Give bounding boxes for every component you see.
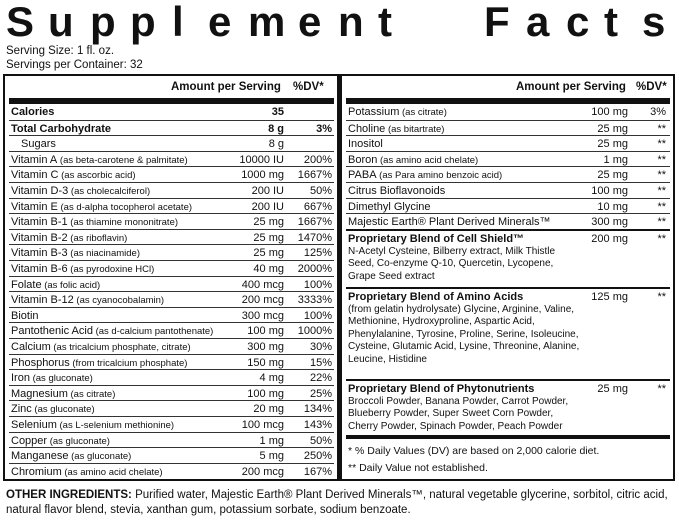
- nutrient-note: (as tricalcium phosphate, citrate): [50, 342, 191, 353]
- nutrient-note: (as Para amino benzoic acid): [376, 170, 503, 182]
- amount-value: 100 mg: [591, 185, 628, 197]
- title-letter: l: [172, 0, 184, 45]
- nutrient-row: [9, 260, 334, 277]
- dv-value: 2000%: [297, 263, 332, 275]
- nutrient-name: Vitamin B-2 (as riboflavin): [11, 231, 128, 244]
- dv-value: 1667%: [297, 169, 332, 182]
- dv-value: 100%: [303, 278, 332, 291]
- nutrient-name: Citrus Bioflavonoids: [348, 185, 446, 197]
- amount-value: 200 mg: [591, 232, 628, 245]
- nutrient-note: (as bitartrate): [385, 123, 445, 135]
- nutrient-row: [9, 385, 334, 402]
- column-divider: [337, 76, 342, 479]
- dv-header: %DV*: [636, 81, 667, 93]
- title-letter: u: [48, 0, 74, 45]
- dv-value: 250%: [303, 450, 332, 463]
- dv-value: 30%: [309, 341, 332, 353]
- dv-value: 3%: [650, 106, 666, 118]
- amount-value: 300 mg: [247, 341, 284, 353]
- title-letter: F: [484, 0, 510, 45]
- title-letter: S: [6, 0, 35, 45]
- nutrient-name: PABA (as Para amino benzoic acid): [348, 169, 503, 182]
- other-ingredients-label: OTHER INGREDIENTS:: [6, 489, 132, 501]
- amount-value: 300 mcg: [241, 309, 284, 322]
- amount-value: 25 mg: [597, 382, 628, 395]
- dv-value: 100%: [303, 309, 332, 322]
- nutrient-row: [346, 166, 670, 183]
- nutrient-name: Iron (as gluconate): [11, 372, 93, 385]
- amount-value: 25 mg: [597, 169, 628, 182]
- nutrient-note: (as amino acid chelate): [377, 154, 479, 166]
- amount-value: 200 mcg: [241, 465, 284, 478]
- nutrient-row: [9, 354, 334, 371]
- nutrient-name: Proprietary Blend of Amino Acids: [348, 290, 524, 303]
- nutrient-name: Vitamin E (as d-alpha tocopherol acetate): [11, 200, 193, 213]
- dv-value: **: [657, 169, 666, 182]
- dv-value: **: [657, 216, 666, 229]
- nutrient-row: [9, 338, 334, 355]
- nutrient-row: [346, 120, 670, 137]
- nutrient-name: Majestic Earth® Plant Derived Minerals™: [348, 216, 551, 229]
- nutrient-name: Vitamin B-6 (as pyrodoxine HCl): [11, 263, 155, 275]
- nutrient-name: Biotin: [11, 309, 39, 322]
- blend-row: [346, 379, 670, 437]
- nutrient-row: [9, 369, 334, 386]
- nutrient-row: [346, 151, 670, 168]
- amount-value: 150 mg: [247, 356, 284, 369]
- blend-ingredients: (from gelatin hydrolysate) Glycine, Arginine, Valine, Methionine, Hydroxyproline, Aspartic Acid, Phenylalanine, Tyrosine, Proline, Serine, Isoleucine, Cysteine, Glutamic Acid, Lysine, Threonine, Alanine, Leucine, Histidine: [348, 303, 580, 365]
- nutrient-row: [9, 416, 334, 433]
- dv-value: **: [657, 153, 666, 166]
- amount-value: 8 g: [268, 122, 284, 135]
- title-letter: e: [208, 0, 232, 45]
- dv-value: 1667%: [297, 216, 332, 229]
- dv-value: 1470%: [297, 231, 332, 244]
- nutrient-row: [346, 104, 670, 120]
- nutrient-name: Vitamin B-1 (as thiamine mononitrate): [11, 216, 179, 229]
- blend-ingredients: Broccoli Powder, Banana Powder, Carrot Powder, Blueberry Powder, Super Sweet Corn Powder, Cherry Powder, Spinach Powder, Peach Powder: [348, 395, 569, 432]
- title-letter: e: [298, 0, 322, 45]
- nutrient-note: (as riboflavin): [67, 232, 128, 244]
- nutrient-note: (as amino acid chelate): [61, 466, 163, 478]
- amount-value: 40 mg: [253, 263, 284, 275]
- amount-value: 300 mg: [591, 216, 628, 229]
- nutrient-name: Calories: [11, 106, 55, 118]
- title-letter: t: [378, 0, 392, 45]
- amount-value: 200 IU: [251, 185, 284, 197]
- amount-header: Amount per Serving: [171, 81, 281, 93]
- nutrient-name: Calcium (as tricalcium phosphate, citrate): [11, 341, 191, 353]
- nutrient-note: (as cyanocobalamin): [73, 295, 165, 307]
- nutrient-row: [9, 166, 334, 183]
- nutrient-note: (as gluconate): [68, 451, 132, 463]
- nutrient-row: [346, 182, 670, 199]
- nutrient-row: [346, 198, 670, 215]
- blend-row: [346, 287, 670, 381]
- dv-value: **: [657, 200, 666, 213]
- dv-value: **: [657, 185, 666, 197]
- nutrient-row: [9, 244, 334, 261]
- nutrient-name: Copper (as gluconate): [11, 434, 110, 447]
- nutrient-note: (as folic acid): [41, 279, 101, 291]
- nutrient-row: [9, 276, 334, 293]
- left-column: [9, 76, 334, 479]
- left-header: [9, 76, 334, 98]
- nutrient-name: Proprietary Blend of Phytonutrients: [348, 382, 535, 395]
- nutrient-name: Potassium (as citrate): [348, 106, 447, 118]
- servings-per-container: Servings per Container: 32: [6, 59, 143, 71]
- nutrient-row: [9, 229, 334, 246]
- supplement-facts-panel: [3, 74, 675, 481]
- amount-value: 200 mcg: [241, 294, 284, 307]
- footnote: * % Daily Values (DV) are based on 2,000 calorie diet.: [348, 444, 600, 457]
- blend-row: [346, 229, 670, 289]
- nutrient-note: (as citrate): [67, 388, 116, 400]
- amount-value: 100 mcg: [241, 419, 284, 431]
- dv-value: 125%: [303, 247, 332, 260]
- nutrient-name: Folate (as folic acid): [11, 278, 101, 291]
- amount-value: 4 mg: [259, 372, 284, 385]
- nutrient-note: (as beta-carotene & palmitate): [57, 154, 188, 166]
- title-letter: p: [130, 0, 156, 45]
- nutrient-row: [346, 135, 670, 152]
- amount-value: 25 mg: [253, 247, 284, 260]
- nutrient-row: [9, 151, 334, 168]
- nutrient-note: (as d-calcium pantothenate): [92, 326, 214, 338]
- thick-rule: [346, 435, 670, 439]
- nutrient-note: (as d-alpha tocopherol acetate): [57, 201, 193, 213]
- nutrient-row: [9, 182, 334, 199]
- amount-value: 35: [271, 106, 284, 118]
- dv-value: 3%: [316, 122, 332, 135]
- amount-value: 5 mg: [259, 450, 284, 463]
- nutrient-name: Proprietary Blend of Cell Shield™: [348, 232, 525, 245]
- nutrient-row: [9, 463, 334, 480]
- dv-header: %DV*: [293, 81, 324, 93]
- nutrient-note: (as ascorbic acid): [58, 170, 136, 182]
- amount-value: 25 mg: [597, 138, 628, 151]
- amount-value: 100 mg: [591, 106, 628, 118]
- amount-value: 100 mg: [247, 387, 284, 400]
- nutrient-name: Vitamin A (as beta-carotene & palmitate): [11, 153, 188, 166]
- dv-value: 15%: [309, 356, 332, 369]
- title-letter: t: [604, 0, 618, 45]
- amount-value: 8 g: [268, 138, 284, 151]
- nutrient-name: Vitamin B-3 (as niacinamide): [11, 247, 140, 260]
- amount-value: 100 mg: [247, 325, 284, 338]
- nutrient-row: [9, 213, 334, 230]
- nutrient-row: [9, 120, 334, 137]
- nutrient-row: [346, 213, 670, 230]
- nutrient-name: Selenium (as L-selenium methionine): [11, 419, 175, 431]
- nutrient-note: (as L-selenium methionine): [56, 420, 175, 431]
- nutrient-row: [9, 447, 334, 464]
- nutrient-note: (as niacinamide): [67, 248, 140, 260]
- nutrient-name: Vitamin D-3 (as cholecalciferol): [11, 185, 151, 197]
- footnote: ** Daily Value not established.: [348, 461, 488, 474]
- nutrient-row: [9, 291, 334, 308]
- nutrient-note: (as gluconate): [47, 435, 110, 447]
- dv-value: **: [657, 122, 666, 135]
- amount-value: 25 mg: [253, 216, 284, 229]
- title-letter: c: [566, 0, 590, 45]
- amount-value: 1 mg: [603, 153, 628, 166]
- blend-ingredients: N-Acetyl Cysteine, Bilberry extract, Milk Thistle Seed, Co-enzyme Q-10, Quercetin, Lycopene, Grape Seed extract: [348, 245, 556, 282]
- nutrient-name: Inositol: [348, 138, 383, 151]
- panel-title: [6, 0, 674, 46]
- nutrient-row: [9, 400, 334, 417]
- nutrient-name: Chromium (as amino acid chelate): [11, 465, 163, 478]
- dv-value: 143%: [303, 419, 332, 431]
- dv-value: 667%: [303, 200, 332, 213]
- title-letter: n: [338, 0, 364, 45]
- nutrient-name: Vitamin B-12 (as cyanocobalamin): [11, 294, 165, 307]
- amount-value: 1000 mg: [241, 169, 284, 182]
- dv-value: 200%: [303, 153, 332, 166]
- amount-value: 25 mg: [253, 231, 284, 244]
- dv-value: 134%: [303, 403, 332, 416]
- nutrient-note: (as thiamine mononitrate): [67, 217, 179, 229]
- nutrient-row: [9, 104, 334, 120]
- nutrient-name: Choline (as bitartrate): [348, 122, 445, 135]
- nutrient-row: [9, 307, 334, 324]
- amount-value: 1 mg: [259, 434, 284, 447]
- amount-header: Amount per Serving: [516, 81, 626, 93]
- amount-value: 20 mg: [253, 403, 284, 416]
- title-letter: s: [642, 0, 666, 45]
- nutrient-name: Zinc (as gluconate): [11, 403, 95, 416]
- amount-value: 400 mcg: [241, 278, 284, 291]
- right-header: [346, 76, 670, 98]
- dv-value: 3333%: [297, 294, 332, 307]
- dv-value: **: [657, 232, 666, 245]
- dv-value: 25%: [309, 387, 332, 400]
- nutrient-name: Total Carbohydrate: [11, 122, 112, 135]
- dv-value: **: [657, 290, 666, 303]
- dv-value: **: [657, 382, 666, 395]
- nutrient-name: Pantothenic Acid (as d-calcium pantothenate): [11, 325, 214, 338]
- right-column: [346, 76, 670, 479]
- nutrient-row: [9, 198, 334, 215]
- nutrient-row: [9, 322, 334, 339]
- dv-value: 167%: [303, 465, 332, 478]
- nutrient-note: (as pyrodoxine HCl): [67, 264, 155, 275]
- title-letter: p: [90, 0, 116, 45]
- nutrient-name: Magnesium (as citrate): [11, 387, 116, 400]
- dv-value: 22%: [309, 372, 332, 385]
- nutrient-name: Manganese (as gluconate): [11, 450, 132, 463]
- dv-value: 1000%: [297, 325, 332, 338]
- nutrient-note: (as citrate): [399, 107, 447, 118]
- amount-value: 200 IU: [251, 200, 284, 213]
- amount-value: 10 mg: [597, 200, 628, 213]
- nutrient-note: (as gluconate): [31, 404, 95, 416]
- amount-value: 25 mg: [597, 122, 628, 135]
- amount-value: 10000 IU: [239, 153, 284, 166]
- nutrient-row: [9, 135, 334, 152]
- nutrient-note: (as gluconate): [29, 373, 93, 385]
- nutrient-note: (from tricalcium phosphate): [69, 357, 188, 369]
- other-ingredients-text: Purified water, Majestic Earth® Plant Derived Minerals™, natural vegetable glycerine, sorbitol, citric acid, natural flavor blend, stevia, xanthan gum, potassium sorbate, sodium benzoate.: [6, 489, 668, 516]
- dv-value: **: [657, 138, 666, 151]
- nutrient-note: (as cholecalciferol): [68, 186, 151, 197]
- dv-value: 50%: [309, 185, 332, 197]
- amount-value: 125 mg: [591, 290, 628, 303]
- nutrient-row: [9, 432, 334, 449]
- nutrient-name: Phosphorus (from tricalcium phosphate): [11, 356, 188, 369]
- title-letter: a: [526, 0, 550, 45]
- nutrient-name: Sugars: [21, 138, 56, 151]
- nutrient-name: Boron (as amino acid chelate): [348, 153, 479, 166]
- title-letter: m: [248, 0, 286, 45]
- nutrient-name: Dimethyl Glycine: [348, 200, 431, 213]
- dv-value: 50%: [309, 434, 332, 447]
- serving-size: Serving Size: 1 fl. oz.: [6, 45, 115, 57]
- other-ingredients: [6, 488, 674, 518]
- nutrient-name: Vitamin C (as ascorbic acid): [11, 169, 136, 182]
